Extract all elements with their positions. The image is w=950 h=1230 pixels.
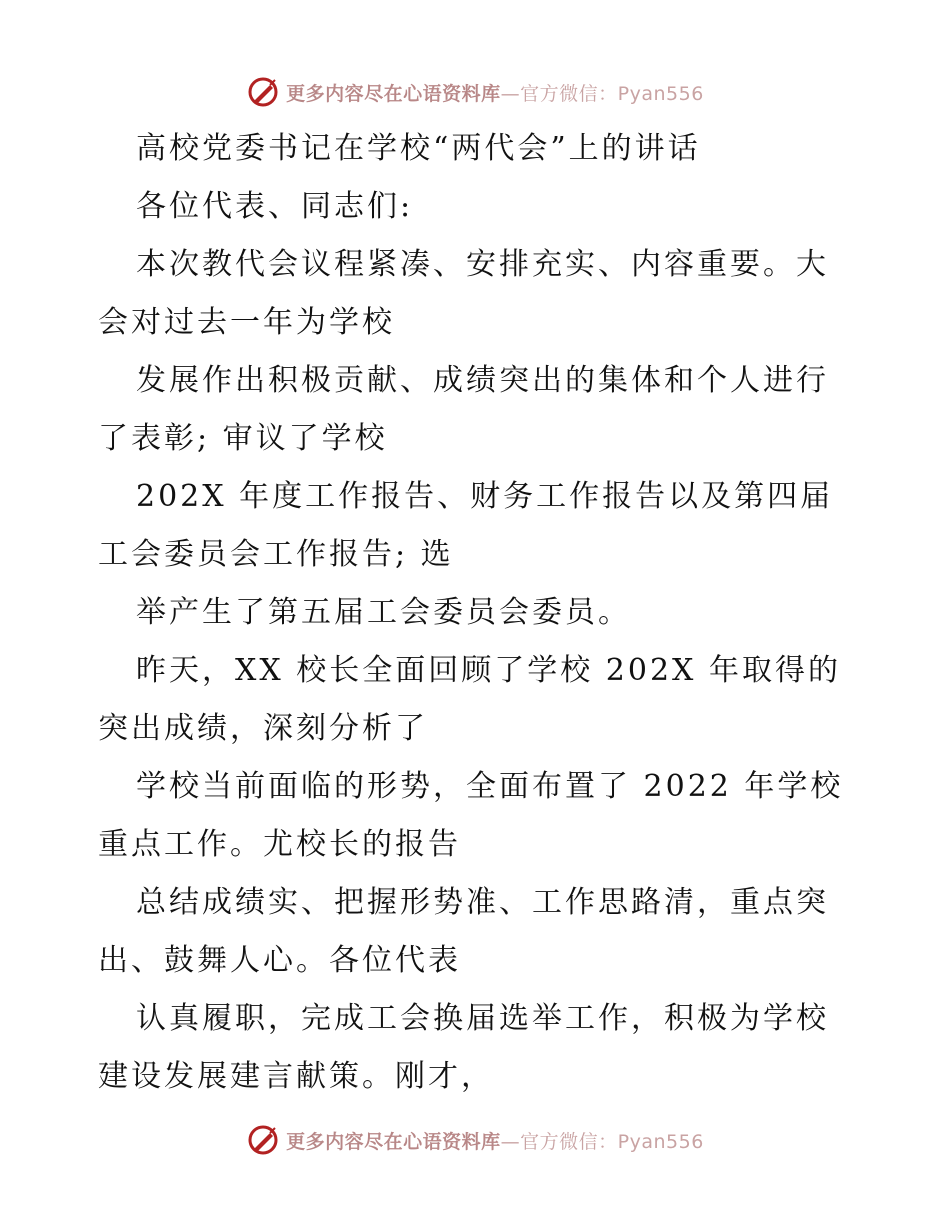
watermark-footer [0, 1120, 950, 1160]
paragraph: 发展作出积极贡献、成绩突出的集体和个人进行了表彰; 审议了学校 [98, 363, 829, 456]
paragraph: 学校当前面临的形势，全面布置了 2022 年学校重点工作。尤校长的报告 [98, 769, 844, 862]
watermark-text: 更多内容尽在心语资料库—官方微信：Pyan556 [286, 1130, 704, 1153]
paragraph: 202X 年度工作报告、财务工作报告以及第四届工会委员会工作报告; 选 [98, 479, 834, 572]
document-title: 高校党委书记在学校“两代会”上的讲话 [136, 131, 701, 166]
watermark-text: 更多内容尽在心语资料库—官方微信：Pyan556 [286, 82, 704, 105]
salutation: 各位代表、同志们: [136, 189, 414, 224]
paragraph: 本次教代会议程紧凑、安排充实、内容重要。大会对过去一年为学校 [98, 247, 829, 340]
watermark-header [0, 72, 950, 112]
document-body [98, 120, 858, 1106]
paragraph: 总结成绩实、把握形势准、工作思路清，重点突出、鼓舞人心。各位代表 [98, 885, 829, 978]
pen-logo-icon [246, 75, 280, 109]
paragraph: 昨天，XX 校长全面回顾了学校 202X 年取得的突出成绩，深刻分析了 [98, 653, 841, 746]
pen-logo-icon [246, 1123, 280, 1157]
paragraph: 认真履职，完成工会换届选举工作，积极为学校建设发展建言献策。刚才， [98, 1001, 829, 1094]
paragraph: 举产生了第五届工会委员会委员。 [136, 595, 631, 630]
